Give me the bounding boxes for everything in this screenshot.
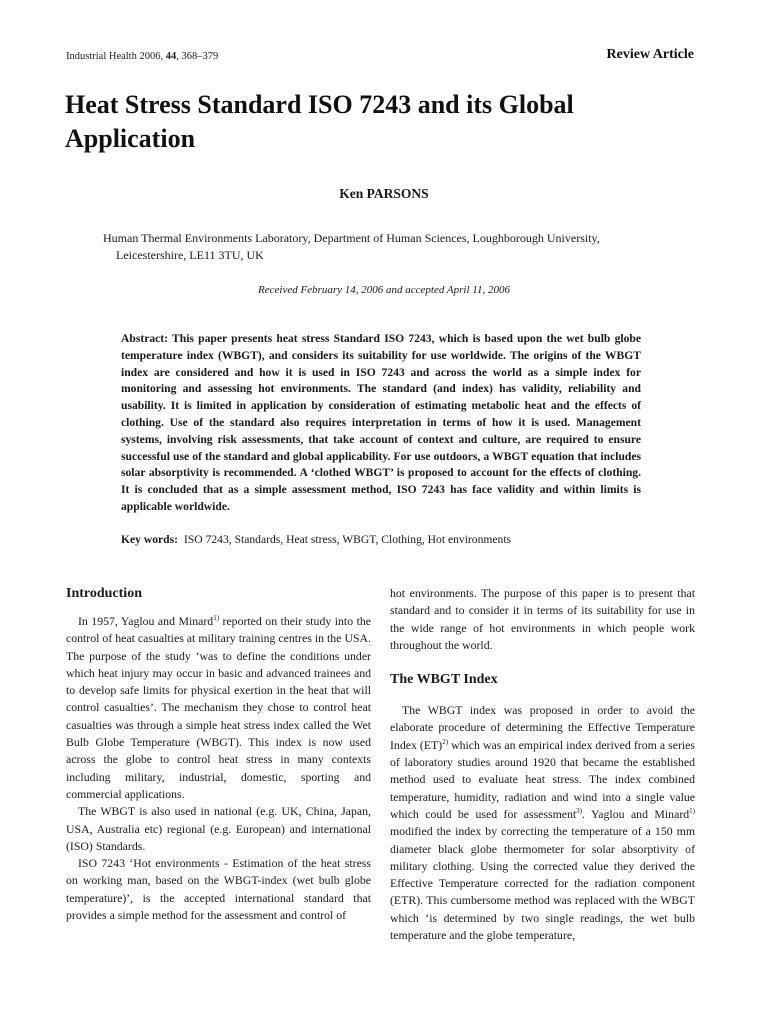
section-heading-introduction: Introduction [66,586,142,601]
affiliation: Human Thermal Environments Laboratory, Department of Human Sciences, Loughborough University, Leicestershire, LE11 3TU, UK [103,231,600,262]
abstract: Abstract: This paper presents heat stress Standard ISO 7243, which is based upon the wet bulb globe temperature index (WBGT), and considers its suitability for use worldwide. The origins of the WBGT index are considered and how it is used in ISO 7243 and across the world as a simple index for monitoring and assessing hot environments. The standard (and index) has validity, reliability and usability. It is limited in application by consideration of estimating metabolic heat and the effects of clothing. Use of the standard also requires interpretation in terms of how it is used. Management systems, involving risk assessments, that take account of context and culture, are required to ensure successful use of the standard and global applicability. For use outdoors, a WBGT equation that includes solar absorptivity is recommended. A ‘clothed WBGT’ is proposed to account for the effects of clothing. It is concluded that as a simple assessment method, ISO 7243 has face validity and within limits is applicable worldwide. [121,332,641,513]
section-heading-wbgt: The WBGT Index [390,672,498,688]
left-column [66,585,371,924]
journal-citation: Industrial Health 2006, 44, 368–379 [66,51,219,62]
keywords [121,532,641,549]
paragraph-continued: hot environments. The purpose of this paper is to present that standard and to consider it in terms of its suitability for use in the wide range of hot environments in which people work throughout the world. [390,586,695,652]
keywords-label: Key words: [121,533,178,546]
keywords-text: ISO 7243, Standards, Heat stress, WBGT, Clothing, Hot environments [184,533,512,546]
author-name: Ken PARSONS [339,186,429,201]
received-date: Received February 14, 2006 and accepted April 11, 2006 [258,284,510,296]
paragraph: The WBGT is also used in national (e.g. UK, China, Japan, USA, Australia etc) regional (e.g. European) and international (ISO) Standards. [66,804,371,853]
volume-number: 44 [165,51,177,62]
paper-title: Heat Stress Standard ISO 7243 and its Global Application [65,90,574,153]
paragraph: In 1957, Yaglou and Minard$^{1)}$ reported on their study into the control of heat casualties at military training centres in the USA. The purpose of the study ‘was to define the conditions under which heat injury may occur in basic and advanced trainees and to develop safe limits for physical exertion in the heat that will control casualties’. The mechanism they chose to control heat casualties was through a simple heat stress index called the Wet Bulb Globe Temperature (WBGT). This index is now used across the globe to control heat stress in many contexts including military, industrial, domestic, sporting and commercial applications. [66,614,371,801]
paragraph: The WBGT index was proposed in order to avoid the elaborate procedure of determining the Effective Temperature Index (ET)$^{2)}$ which was an empirical index derived from a series of laboratory studies around 1920 that became the established method used to evaluate heat stress. The index combined temperature, humidity, radiation and wind into a single value which could be used for assessment$^{3)}$. Yaglou and Minard$^{1)}$ modified the index by correcting the temperature of a 150 mm diameter black globe thermometer for solar absorptivity of military clothing. Using the corrected value they derived the Effective Temperature corrected for the radiation component (ETR). This cumbersome method was replaced with the WBGT which ‘is determined by two single readings, the wet bulb temperature and the globe temperature, [390,703,695,943]
paragraph: ISO 7243 ‘Hot environments - Estimation of the heat stress on working man, based on the WBGT-index (wet bulb globe temperature)’, is the accepted international standard that provides a simple method for the assessment and control of [66,856,371,923]
article-type: Review Article [606,47,694,62]
right-column [390,585,695,944]
